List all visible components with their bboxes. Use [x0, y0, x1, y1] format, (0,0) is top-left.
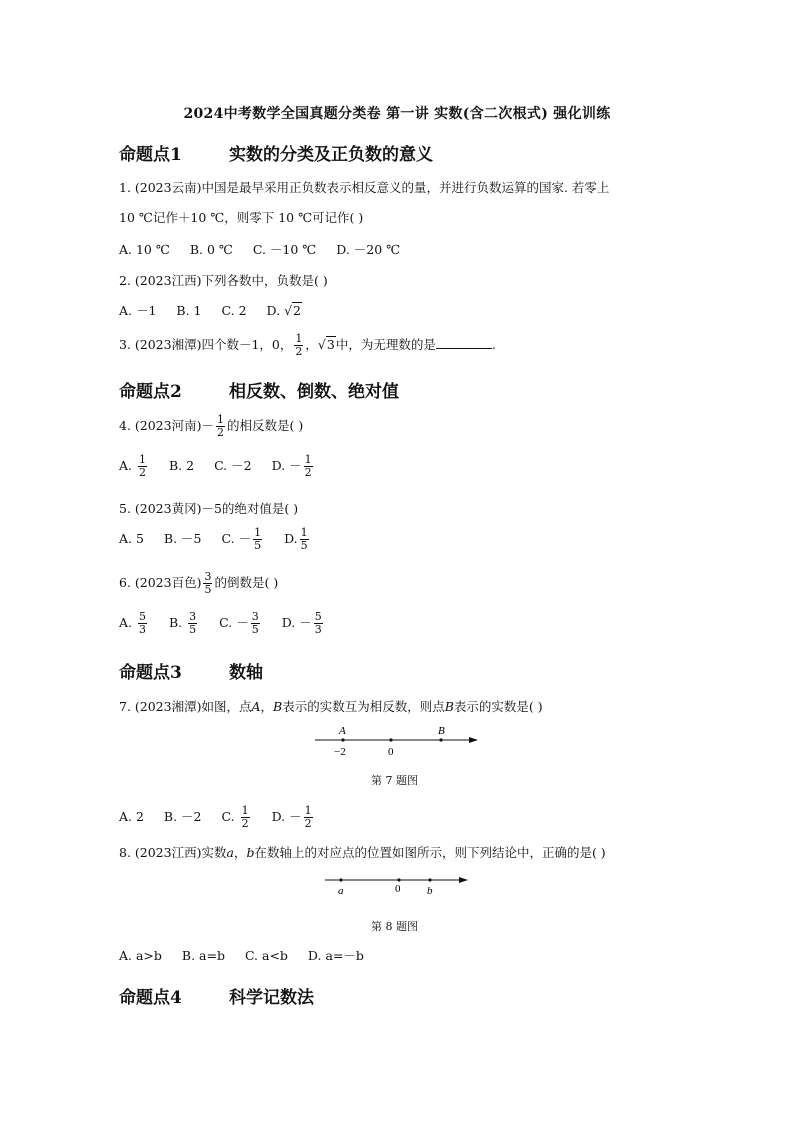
fraction [314, 611, 323, 636]
numerator: 1 [241, 804, 249, 817]
section-label: 命题点3 [119, 663, 182, 683]
point-origin [397, 878, 400, 881]
sqrt-expression: √2 [284, 303, 301, 318]
question-7 [119, 697, 543, 715]
section-label: 命题点2 [119, 382, 182, 402]
section-heading-3 [119, 658, 263, 683]
numerator: 5 [314, 610, 322, 623]
option-d [284, 526, 311, 552]
question-4-suffix: 的相反数是( ) [226, 418, 304, 433]
tick-label-neg2: −2 [334, 746, 346, 758]
text: ， [233, 845, 247, 860]
numerator: 1 [304, 804, 312, 817]
radicand: 3 [326, 337, 335, 352]
question-8 [119, 843, 606, 861]
denominator: 3 [139, 623, 146, 636]
section-heading-2 [119, 377, 399, 402]
question-1-options [119, 240, 400, 258]
numerator: 1 [139, 453, 146, 466]
option-d: D. [266, 303, 281, 318]
text: 表示的实数互为相反数，则点 [282, 699, 445, 714]
option-d: D. －20 ℃ [336, 242, 401, 257]
label-b: b [427, 885, 433, 897]
question-5: 5. (2023黄冈)－5的绝对值是( ) [119, 501, 299, 516]
fraction [300, 527, 309, 552]
number-line-figure-8 [320, 868, 475, 900]
section-name: 科学记数法 [229, 988, 314, 1008]
question-4-options [119, 454, 315, 479]
option-b [168, 610, 199, 636]
tick-label-zero: 0 [388, 746, 394, 758]
option-label: D. [284, 531, 298, 546]
option-label: D. － [281, 615, 312, 630]
numerator: 1 [295, 332, 303, 345]
fraction [188, 611, 197, 636]
separator: ， [305, 337, 318, 352]
variable-b: B [444, 699, 454, 714]
fraction [138, 454, 147, 479]
numerator: 3 [204, 570, 212, 583]
fraction [251, 611, 260, 636]
numerator: 3 [189, 610, 197, 623]
fraction [304, 805, 313, 830]
fraction [216, 414, 225, 439]
sqrt-expression: √3 [317, 337, 335, 352]
answer-blank[interactable] [436, 338, 492, 349]
page-title: 2024中考数学全国真题分类卷 第一讲 实数(含二次根式) 强化训练 [183, 106, 611, 122]
question-3 [119, 333, 496, 358]
numerator: 1 [216, 413, 224, 426]
section-label: 命题点4 [119, 988, 182, 1008]
option-a: A. 5 [119, 531, 144, 546]
question-2-options [119, 301, 302, 319]
text: 8. (2023江西)实数 [119, 845, 227, 860]
denominator: 2 [241, 817, 249, 830]
question-3-prefix: 3. (2023湘潭)四个数－1，0， [119, 337, 293, 352]
option-a: A. －1 [119, 303, 157, 318]
option-b: B. 2 [168, 458, 195, 473]
option-a [119, 610, 149, 636]
option-b: B. －2 [163, 809, 202, 824]
section-heading-4 [119, 983, 314, 1008]
label-a: a [338, 885, 344, 897]
option-a: A. 2 [119, 809, 144, 824]
point-origin [389, 738, 392, 741]
denominator: 5 [300, 539, 308, 552]
denominator: 3 [314, 623, 322, 636]
denominator: 2 [139, 466, 146, 479]
variable-b: b [246, 845, 255, 860]
section-heading-1 [119, 140, 433, 165]
option-a: A. a>b [119, 948, 162, 963]
arrow-head [459, 877, 468, 883]
denominator: 2 [295, 345, 303, 358]
option-label: D. － [271, 809, 302, 824]
denominator: 2 [304, 466, 312, 479]
text: ， [260, 699, 274, 714]
question-2: 2. (2023江西)下列各数中，负数是( ) [119, 273, 328, 288]
option-label: B. [168, 615, 183, 630]
section-name: 实数的分类及正负数的意义 [229, 145, 433, 165]
denominator: 2 [304, 817, 312, 830]
text: 表示的实数是( ) [453, 699, 543, 714]
numerator: 3 [251, 610, 259, 623]
number-line-figure-7 [310, 720, 485, 760]
option-b: B. a=b [181, 948, 225, 963]
option-d [271, 453, 315, 479]
option-a [119, 453, 149, 479]
denominator: 5 [189, 623, 197, 636]
fraction [203, 571, 212, 596]
radicand: 2 [293, 303, 301, 318]
point-a [341, 738, 344, 741]
question-6-suffix: 的倒数是( ) [214, 575, 279, 590]
option-label: A. [119, 458, 133, 473]
option-label: C. [221, 809, 235, 824]
option-d [281, 610, 325, 636]
question-1-line-2: 10 ℃记作＋10 ℃，则零下 10 ℃可记作( ) [119, 210, 364, 225]
question-1-line-1: 1. (2023云南)中国是最早采用正负数表示相反意义的量，并进行负数运算的国家. 若零上 [119, 180, 610, 195]
label-zero: 0 [395, 883, 401, 895]
denominator: 5 [254, 539, 262, 552]
option-label: C. － [219, 615, 249, 630]
denominator: 5 [251, 623, 259, 636]
question-6 [119, 571, 278, 596]
arrow-head [469, 737, 478, 743]
fraction [304, 454, 313, 479]
numerator: 1 [300, 526, 308, 539]
option-d [271, 804, 315, 830]
figure-8-caption: 第 8 题图 [371, 920, 418, 933]
option-c: C. －10 ℃ [252, 242, 317, 257]
variable-b: B [273, 699, 283, 714]
option-a: A. 10 ℃ [119, 242, 170, 257]
section-name: 相反数、倒数、绝对值 [229, 382, 399, 402]
label-b: B [438, 725, 445, 737]
question-6-prefix: 6. (2023百色) [119, 575, 202, 590]
option-c: C. 2 [221, 303, 247, 318]
denominator: 2 [216, 426, 224, 439]
question-3-suffix: 中，为无理数的是 [335, 337, 436, 352]
point-a [339, 878, 342, 881]
numerator: 1 [304, 453, 312, 466]
question-4-prefix: 4. (2023河南)－ [119, 418, 214, 433]
section-label: 命题点1 [119, 145, 182, 165]
period: . [491, 337, 496, 352]
option-c [219, 610, 262, 636]
question-6-options [119, 611, 325, 636]
option-b: B. 1 [176, 303, 202, 318]
question-5-options [119, 527, 311, 552]
option-c: C. －2 [214, 458, 252, 473]
text: 在数轴上的对应点的位置如图所示，则下列结论中，正确的是( ) [254, 845, 606, 860]
option-c [221, 804, 252, 830]
section-name: 数轴 [229, 663, 263, 683]
fraction [138, 611, 147, 636]
point-b [428, 878, 431, 881]
fraction [294, 333, 303, 358]
numerator: 5 [139, 610, 146, 623]
option-label: C. － [221, 531, 252, 546]
variable-a: a [226, 845, 234, 860]
fraction [253, 527, 262, 552]
figure-7-caption: 第 7 题图 [371, 774, 418, 787]
option-c [221, 526, 265, 552]
option-label: D. － [271, 458, 302, 473]
option-b: B. 0 ℃ [189, 242, 233, 257]
label-a: A [339, 725, 346, 737]
text: 7. (2023湘潭)如图，点 [119, 699, 252, 714]
question-4 [119, 414, 303, 439]
fraction [241, 805, 250, 830]
option-d: D. a=－b [307, 948, 364, 963]
question-7-options [119, 805, 315, 830]
variable-a: A [251, 699, 261, 714]
point-b [439, 738, 442, 741]
option-b: B. －5 [163, 531, 202, 546]
question-8-options [119, 946, 364, 964]
option-label: A. [119, 615, 133, 630]
numerator: 1 [254, 526, 262, 539]
denominator: 5 [204, 583, 212, 596]
option-c: C. a<b [244, 948, 288, 963]
